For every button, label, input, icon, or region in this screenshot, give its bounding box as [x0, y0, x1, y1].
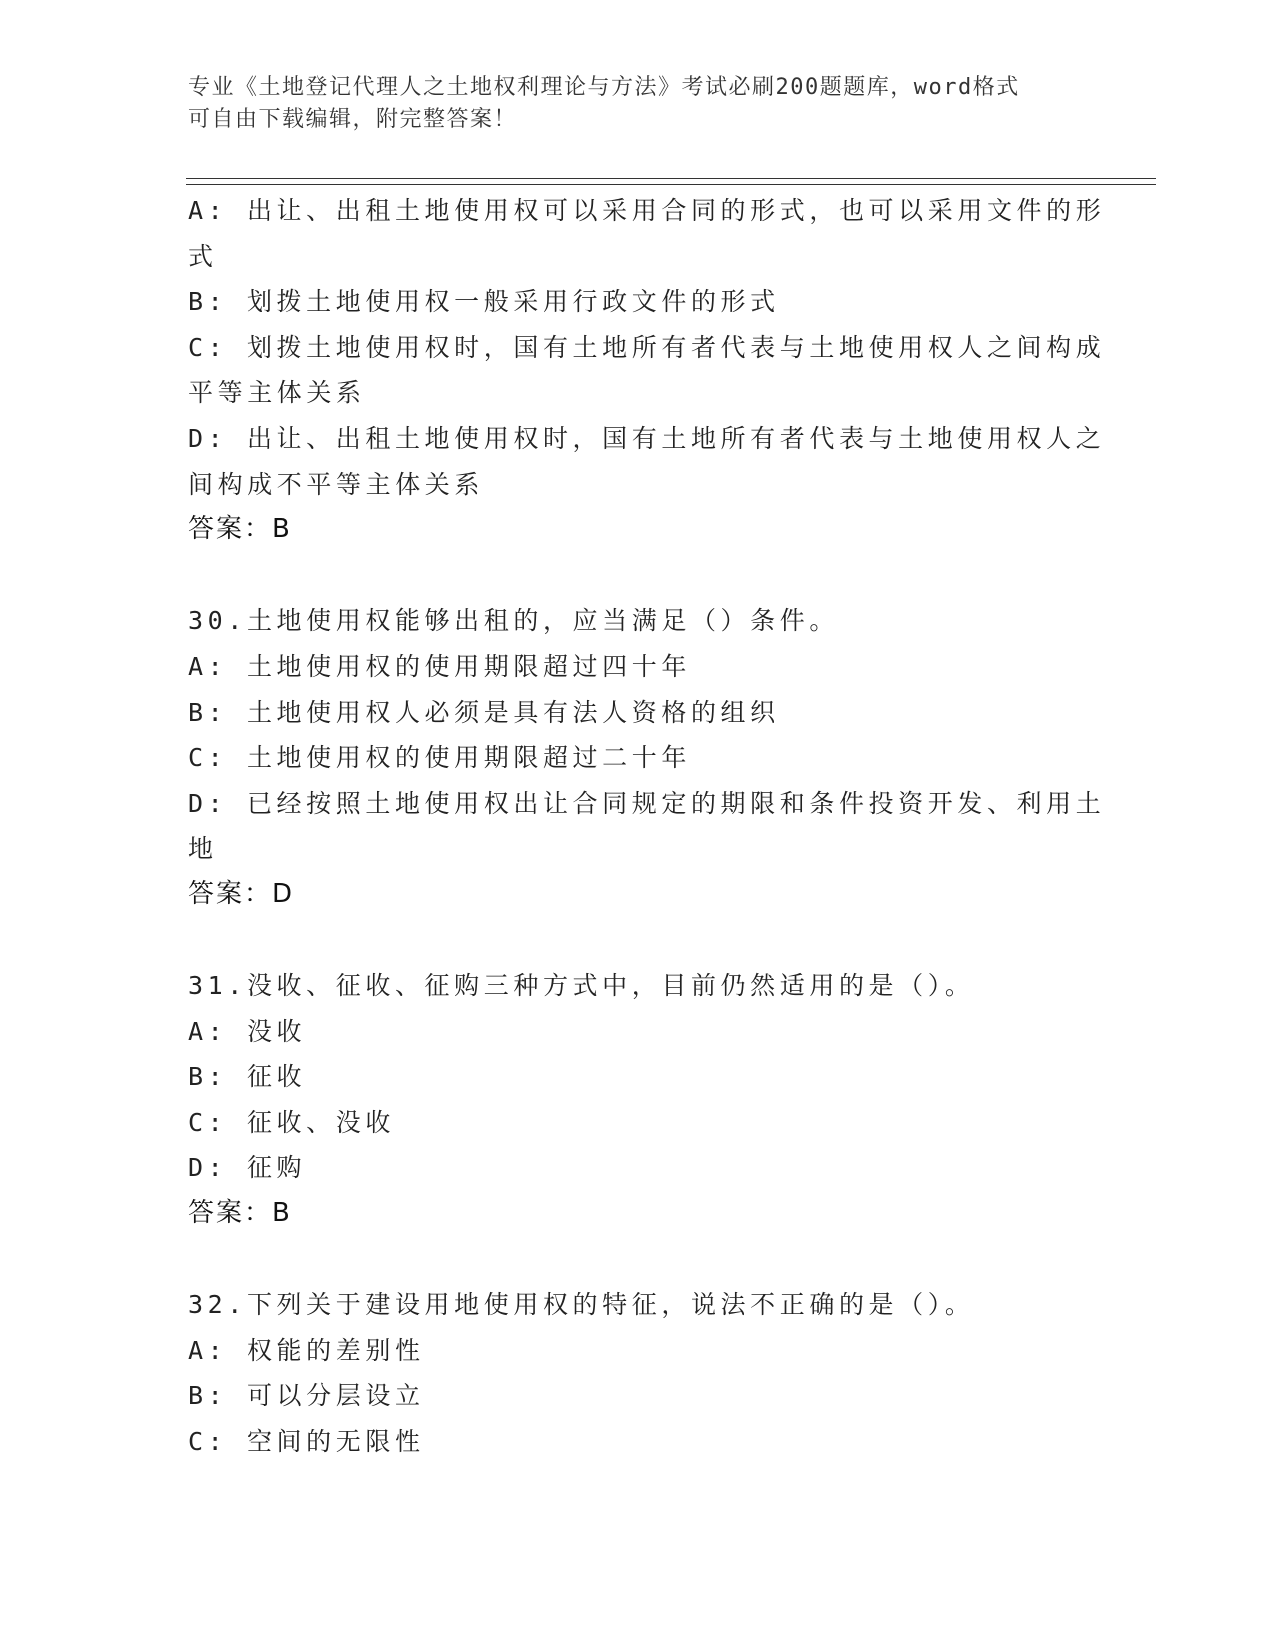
option-b: B: 划拨土地使用权一般采用行政文件的形式 — [188, 287, 780, 317]
question-text: 31.没收、征收、征购三种方式中，目前仍然适用的是（）。 — [188, 971, 975, 1001]
answer-line: 答案：D — [188, 878, 295, 909]
document-header — [188, 72, 1088, 136]
option-c: C: 土地使用权的使用期限超过二十年 — [188, 743, 691, 773]
option-c: C: 空间的无限性 — [188, 1427, 425, 1457]
option-a: A: 权能的差别性 — [188, 1335, 425, 1365]
answer-line: 答案：B — [188, 514, 292, 545]
header-title-line-1: 专业《土地登记代理人之土地权利理论与方法》考试必刷200题题库，word格式 — [188, 75, 1020, 100]
option-c: C: 划拨土地使用权时，国有土地所有者代表与土地使用权人之间构成 — [188, 332, 1106, 362]
option-a: A: 没收 — [188, 1016, 307, 1046]
option-b: B: 可以分层设立 — [188, 1381, 425, 1411]
option-c-continued: 平等主体关系 — [188, 378, 366, 408]
option-d: D: 出让、出租土地使用权时，国有土地所有者代表与土地使用权人之 — [188, 423, 1106, 453]
option-a: A: 出让、出租土地使用权可以采用合同的形式，也可以采用文件的形 — [188, 196, 1106, 225]
option-c: C: 征收、没收 — [188, 1107, 395, 1137]
question-text: 30.土地使用权能够出租的，应当满足（）条件。 — [188, 606, 839, 636]
option-a: A: 土地使用权的使用期限超过四十年 — [188, 651, 691, 681]
header-double-rule — [186, 178, 1156, 185]
option-b: B: 征收 — [188, 1062, 307, 1092]
spacer — [188, 1237, 1188, 1283]
option-b: B: 土地使用权人必须是具有法人资格的组织 — [188, 697, 780, 727]
option-d-continued: 地 — [188, 834, 218, 864]
question-list — [188, 188, 1188, 1465]
question-32-block — [188, 1282, 1188, 1464]
answer-line: 答案：B — [188, 1198, 292, 1229]
header-title-line-2: 可自由下载编辑，附完整答案！ — [188, 107, 518, 132]
spacer — [188, 553, 1188, 599]
option-d: D: 已经按照土地使用权出让合同规定的期限和条件投资开发、利用土 — [188, 788, 1106, 818]
question-30-block — [188, 598, 1188, 917]
question-text: 32.下列关于建设用地使用权的特征，说法不正确的是（）。 — [188, 1290, 975, 1320]
option-a-continued: 式 — [188, 241, 218, 271]
option-d: D: 征购 — [188, 1153, 307, 1183]
option-d-continued: 间构成不平等主体关系 — [188, 469, 485, 499]
question-29-block — [188, 188, 1188, 553]
spacer — [188, 918, 1188, 964]
question-31-block — [188, 963, 1188, 1237]
